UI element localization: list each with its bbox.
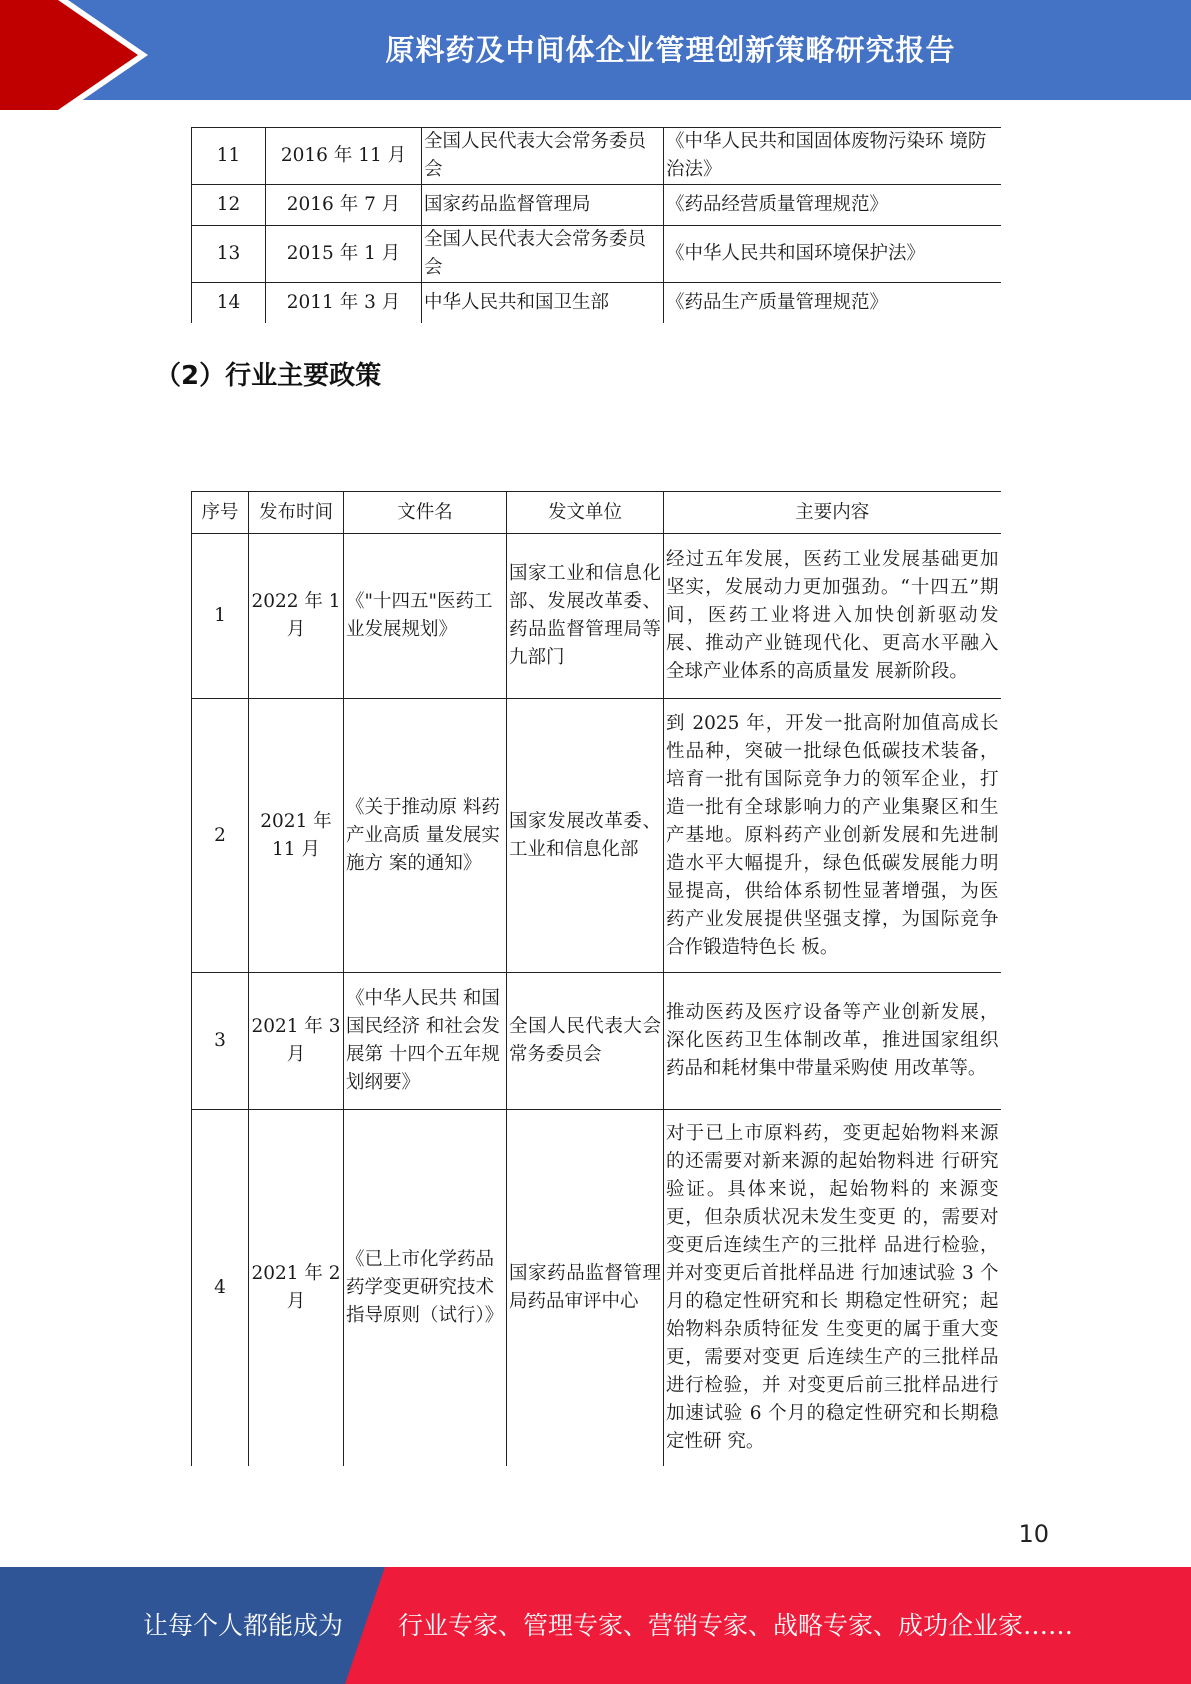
row-issuer: 中华人民共和国卫生部 xyxy=(422,283,664,323)
row-document: 《药品生产质量管理规范》 xyxy=(664,283,1001,323)
table-header-row xyxy=(192,492,1001,534)
row-number: 2 xyxy=(192,699,249,973)
row-document: 《中华人民共和国固体废物污染环 境防治法》 xyxy=(664,128,1001,185)
row-issuer: 全国人民代表大会常务委员会 xyxy=(422,128,664,185)
header-banner xyxy=(0,0,1191,110)
row-date: 2021 年 3 月 xyxy=(249,973,344,1110)
table-row xyxy=(192,699,1001,973)
row-content: 经过五年发展，医药工业发展基础更加坚实，发展动力更加强劲。“十四五”期间，医药工业将进入加快创新驱动发展、推动产业链现代化、更高水平融入全球产业体系的高质量发 展新阶段。 xyxy=(664,534,1001,699)
row-content: 推动医药及医疗设备等产业创新发展，深化医药卫生体制改革，推进国家组织药品和耗材集中带量采购使 用改革等。 xyxy=(664,973,1001,1110)
table-row xyxy=(192,226,1001,283)
row-issuer: 国家药品监督管理局药品审评中心 xyxy=(507,1110,664,1466)
row-number: 3 xyxy=(192,973,249,1110)
footer-banner xyxy=(0,1567,1191,1684)
row-number: 13 xyxy=(192,226,266,283)
row-date: 2016 年 7 月 xyxy=(266,185,422,226)
row-issuer: 国家工业和信息化部、发展改革委、药品监督管理局等九部门 xyxy=(507,534,664,699)
row-date: 2022 年 1 月 xyxy=(249,534,344,699)
table-row xyxy=(192,1110,1001,1466)
row-number: 11 xyxy=(192,128,266,185)
table-row xyxy=(192,283,1001,323)
row-date: 2011 年 3 月 xyxy=(266,283,422,323)
row-document-name: 《中华人民共 和国国民经济 和社会发展第 十四个五年规 划纲要》 xyxy=(344,973,507,1110)
row-document: 《中华人民共和国环境保护法》 xyxy=(664,226,1001,283)
row-document-name: 《关于推动原 料药产业高质 量发展实施方 案的通知》 xyxy=(344,699,507,973)
table-row xyxy=(192,128,1001,185)
row-content: 对于已上市原料药，变更起始物料来源的还需要对新来源的起始物料进 行研究验证。具体来说，起始物料的 来源变更，但杂质状况未发生变更 的，需要对变更后连续生产的三批样 品进行检验，并对变更后首批样品进 行加速试验 3 个月的稳定性研究和长 期稳定性研究；起始物料杂质特征发 生变更的属于重大变更，需要对变更 后连续生产的三批样品进行检验，并 对变更后前三批样品进行加速试验 6 个月的稳定性研究和长期稳定性研 究。 xyxy=(664,1110,1001,1466)
column-header: 发文单位 xyxy=(507,492,664,534)
row-number: 1 xyxy=(192,534,249,699)
row-date: 2021 年 2 月 xyxy=(249,1110,344,1466)
table-row xyxy=(192,973,1001,1110)
row-issuer: 全国人民代表大会常务委员会 xyxy=(507,973,664,1110)
row-date: 2021 年 11 月 xyxy=(249,699,344,973)
column-header: 发布时间 xyxy=(249,492,344,534)
page-number: 10 xyxy=(1018,1520,1049,1548)
footer-slogan-left: 让每个人都能成为 xyxy=(143,1611,344,1640)
row-document-name: 《"十四五"医药工业发展规划》 xyxy=(344,534,507,699)
table-row xyxy=(192,185,1001,226)
report-title: 原料药及中间体企业管理创新策略研究报告 xyxy=(385,33,956,67)
row-number: 4 xyxy=(192,1110,249,1466)
column-header: 文件名 xyxy=(344,492,507,534)
row-document: 《药品经营质量管理规范》 xyxy=(664,185,1001,226)
policies-table xyxy=(191,491,1001,1466)
row-issuer: 全国人民代表大会常务委员会 xyxy=(422,226,664,283)
row-number: 12 xyxy=(192,185,266,226)
column-header: 主要内容 xyxy=(664,492,1001,534)
regulations-table xyxy=(191,127,1001,323)
row-date: 2016 年 11 月 xyxy=(266,128,422,185)
table-row xyxy=(192,534,1001,699)
section-heading: （2）行业主要政策 xyxy=(155,361,382,391)
row-document-name: 《已上市化学药品药学变更研究技术指导原则（试行）》 xyxy=(344,1110,507,1466)
row-issuer: 国家发展改革委、工业和信息化部 xyxy=(507,699,664,973)
column-header: 序号 xyxy=(192,492,249,534)
row-date: 2015 年 1 月 xyxy=(266,226,422,283)
row-content: 到 2025 年，开发一批高附加值高成长性品种，突破一批绿色低碳技术装备，培育一批有国际竞争力的领军企业，打造一批有全球影响力的产业集聚区和生产基地。原料药产业创新发展和先进制造水平大幅提升，绿色低碳发展能力明显提高，供给体系韧性显著增强，为医药产业发展提供坚强支撑，为国际竞争合作锻造特色长 板。 xyxy=(664,699,1001,973)
row-number: 14 xyxy=(192,283,266,323)
footer-slogan-right: 行业专家、管理专家、营销专家、战略专家、成功企业家…… xyxy=(398,1611,1074,1640)
row-issuer: 国家药品监督管理局 xyxy=(422,185,664,226)
